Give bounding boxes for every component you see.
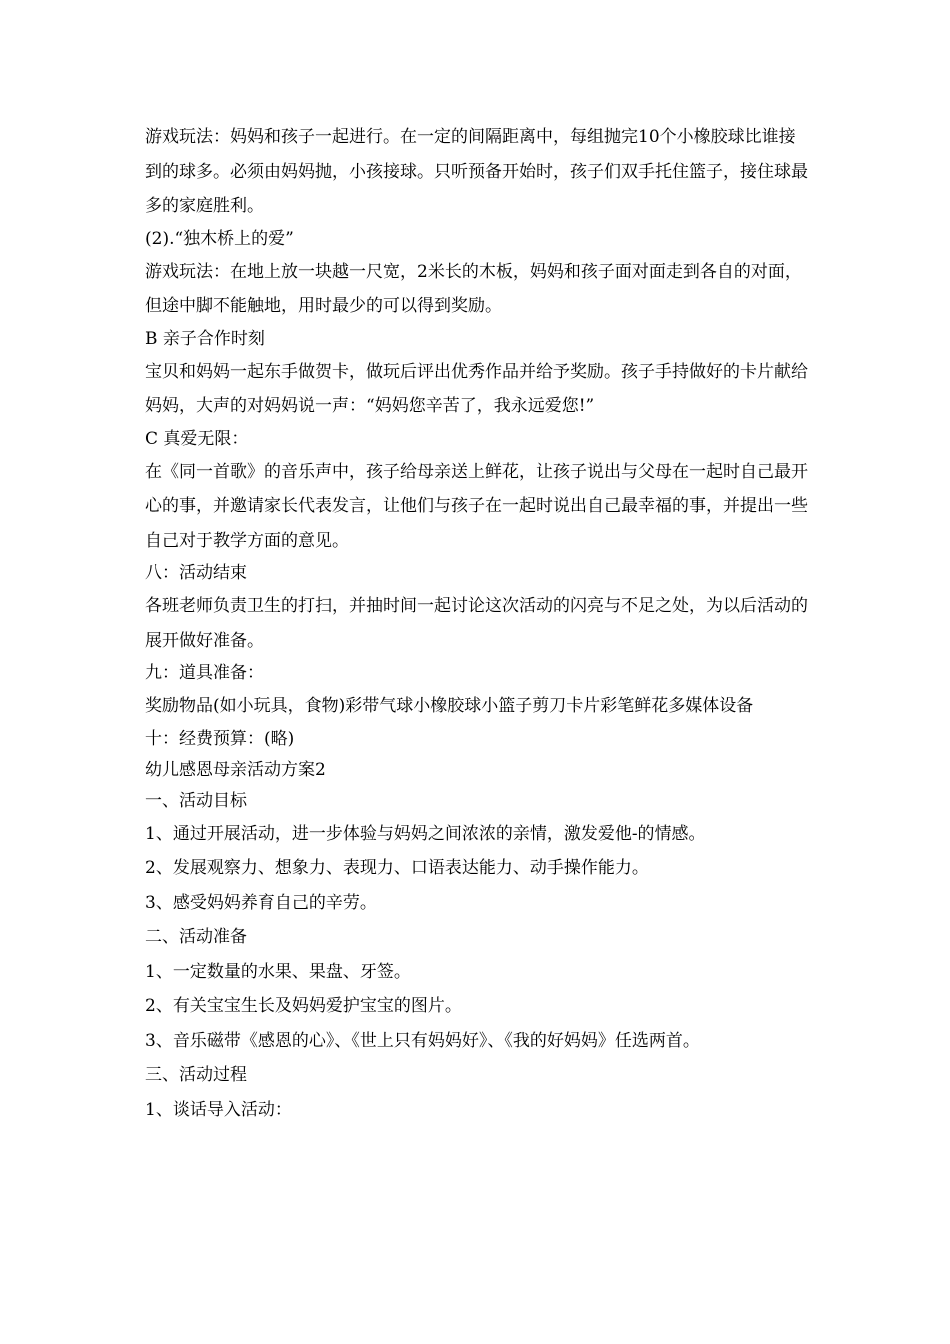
list-item-goal-2: 2、发展观察力、想象力、表现力、口语表达能力、动手操作能力。: [145, 858, 649, 878]
heading-budget: 十：经费预算：(略): [145, 728, 295, 749]
heading-activity-preparation: 二、活动准备: [145, 927, 247, 947]
list-item-process-1: 1、谈话导入活动：: [145, 1099, 292, 1120]
list-item-goal-3: 3、感受妈妈养育自己的辛劳。: [145, 892, 377, 913]
list-item-prep-2: 2、有关宝宝生长及妈妈爱护宝宝的图片。: [145, 996, 462, 1016]
paragraph-game-rules-1: 游戏玩法：妈妈和孩子一起进行。在一定的间隔距离中，每组抛完10个小橡胶球比谁接到的球多。必须由妈妈抛，小孩接球。只听预备开始时，孩子们双手托住篮子，接住球最多的家庭胜利。: [145, 127, 808, 216]
heading-parent-child-cooperation: B 亲子合作时刻: [145, 328, 265, 349]
heading-activity-goals: 一、活动目标: [145, 790, 247, 811]
heading-activity-end: 八：活动结束: [145, 563, 247, 583]
list-item-prep-1: 1、一定数量的水果、果盘、牙签。: [145, 961, 411, 982]
heading-activity-process: 三、活动过程: [145, 1065, 247, 1085]
heading-single-plank-bridge: (2).“独木桥上的爱”: [145, 228, 294, 249]
paragraph-same-song: 在《同一首歌》的音乐声中，孩子给母亲送上鲜花，让孩子说出与父母在一起时自己最开心的事，并邀请家长代表发言，让他们与孩子在一起时说出自己最幸福的事，并提出一些自己对于教学方面的意见。: [145, 461, 808, 551]
heading-props: 九：道具准备：: [145, 663, 264, 683]
list-item-prep-3: 3、音乐磁带《感恩的心》、《世上只有妈妈好》、《我的好妈妈》任选两首。: [145, 1030, 700, 1051]
section-title-plan-2: 幼儿感恩母亲活动方案2: [145, 759, 326, 780]
paragraph-greeting-card: 宝贝和妈妈一起东手做贺卡，做玩后评出优秀作品并给予奖励。孩子手持做好的卡片献给妈妈，大声的对妈妈说一声：“妈妈您辛苦了，我永远爱您!”: [145, 361, 808, 416]
heading-true-love: C 真爱无限：: [145, 428, 249, 449]
paragraph-props-list: 奖励物品(如小玩具，食物)彩带气球小橡胶球小篮子剪刀卡片彩笔鲜花多媒体设备: [145, 696, 754, 716]
paragraph-cleanup: 各班老师负责卫生的打扫，并抽时间一起讨论这次活动的闪亮与不足之处，为以后活动的展开做好准备。: [145, 596, 808, 651]
paragraph-game-rules-2: 游戏玩法：在地上放一块越一尺宽，2米长的木板，妈妈和孩子面对面走到各自的对面，但途中脚不能触地，用时最少的可以得到奖励。: [145, 261, 802, 316]
list-item-goal-1: 1、通过开展活动，进一步体验与妈妈之间浓浓的亲情，激发爱他-的情感。: [145, 823, 706, 844]
document-body: [145, 120, 810, 1127]
